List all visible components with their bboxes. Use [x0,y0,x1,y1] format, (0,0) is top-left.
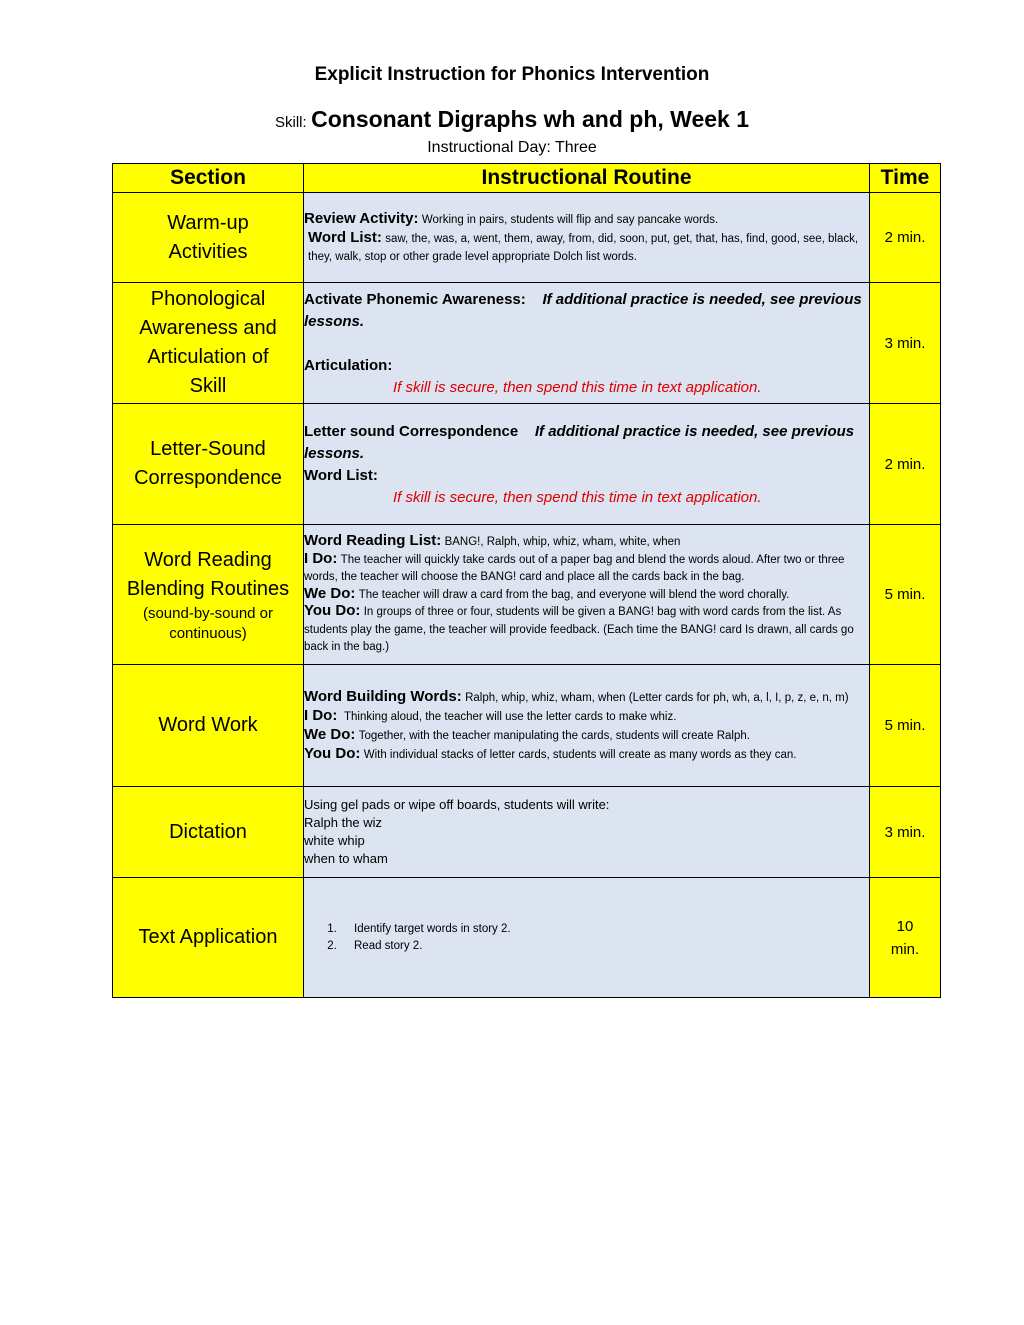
word-building-label: Word Building Words: [304,687,462,705]
list-item: 2. Read story 2. [340,938,869,955]
skill-line [0,106,1024,133]
word-reading-list-text: BANG!, Ralph, whip, whiz, wham, white, when [444,536,681,549]
word-list-note: If skill is secure, then spend this time in text application. [393,488,762,506]
section-subline: continuous) [169,624,247,642]
section-line: Word Work [158,714,258,736]
routine-cell-word-work [304,665,870,787]
section-subline: (sound-by-sound or [142,604,274,622]
i-do-label: I Do: [304,549,338,567]
i-do-label: I Do: [304,706,338,724]
you-do-label: You Do: [304,744,361,762]
activate-note: If additional practice is needed, see previous lessons. [304,290,862,330]
section-cell-warmup [113,193,304,283]
section-line: Warm-up [167,211,249,234]
section-cell-dictation [113,787,304,878]
time-unit: min. [890,940,920,958]
section-line: Text Application [138,926,278,948]
we-do-text: Together, with the teacher manipulating the cards, students will create Ralph. [358,729,750,742]
table-header-row [113,164,941,193]
word-list-label: Word List: [304,466,378,484]
table-row-word-work [113,665,941,787]
review-activity-label: Review Activity: [304,209,419,227]
time-cell-word-work: 5 min. [870,665,941,787]
word-building-text: Ralph, whip, whiz, wham, when (Letter cards for ph, wh, a, l, I, p, z, e, n, m) [465,691,849,704]
word-list-label: Word List: [308,228,382,246]
section-line: Awareness and [139,317,277,339]
section-line: Phonological [150,288,266,310]
i-do-text: The teacher will quickly take cards out of a paper bag and blend the words aloud. After two or three words, the teacher will choose the BANG! card and place all the cards back in the bag. [304,553,845,584]
table-row-dictation [113,787,941,878]
header-section: Section [113,164,304,193]
section-cell-phonological [113,283,304,404]
time-cell-warmup: 2 min. [870,193,941,283]
review-activity-text: Working in pairs, students will flip and say pancake words. [421,213,719,226]
we-do-label: We Do: [304,725,356,743]
skill-prefix: Skill: [274,114,307,131]
dictation-line: white whip [304,833,365,848]
i-do-text: Thinking aloud, the teacher will use the letter cards to make whiz. [344,710,677,723]
routine-cell-warmup [304,193,870,283]
section-cell-word-reading [113,525,304,665]
header-time: Time [870,164,941,193]
dictation-line: Using gel pads or wipe off boards, students will write: [304,797,610,812]
table-row-warmup [113,193,941,283]
section-line: Correspondence [134,467,282,489]
routine-cell-text-application [304,878,870,998]
section-line: Word Reading [144,548,272,571]
dictation-line: when to wham [304,851,388,866]
section-line: Activities [168,240,248,263]
routine-cell-letter-sound [304,404,870,525]
correspondence-label: Letter sound Correspondence [304,422,519,440]
section-line: Articulation of [147,346,269,368]
routine-cell-word-reading [304,525,870,665]
you-do-text: With individual stacks of letter cards, students will create as many words as they can. [363,748,797,761]
lesson-table [112,163,941,998]
section-line: Letter-Sound [150,438,266,460]
time-cell-text-application [870,878,941,998]
you-do-text: In groups of three or four, students will be given a BANG! bag with word cards from the list. As students play the game, the teacher will provide feedback. (Each time the BANG! card Is drawn, all cards go back in the bag.) [304,606,854,654]
time-cell-word-reading: 5 min. [870,525,941,665]
section-line: Skill [189,375,227,397]
time-cell-dictation: 3 min. [870,787,941,878]
instructional-day: Instructional Day: Three [427,139,597,156]
time-cell-phonological: 3 min. [870,283,941,404]
table-row-word-reading [113,525,941,665]
table-row-phonological [113,283,941,404]
you-do-label: You Do: [304,602,361,620]
section-line: Dictation [169,820,247,843]
header-routine: Instructional Routine [304,164,870,193]
list-item: 1. Identify target words in story 2. [340,921,869,938]
page-title: Explicit Instruction for Phonics Intervention [314,64,710,85]
routine-cell-phonological [304,283,870,404]
routine-cell-dictation [304,787,870,878]
articulation-label: Articulation: [304,356,393,374]
section-cell-text-application [113,878,304,998]
time-value: 10 [896,917,914,935]
section-cell-letter-sound [113,404,304,525]
activate-label: Activate Phonemic Awareness: [304,290,526,308]
section-line: Blending Routines [126,577,290,600]
articulation-note: If skill is secure, then spend this time in text application. [393,378,762,396]
we-do-label: We Do: [304,584,356,602]
skill-name: Consonant Digraphs wh and ph, Week 1 [311,106,750,132]
we-do-text: The teacher will draw a card from the bag, and everyone will blend the word chorally. [358,588,790,601]
word-list-text: saw, the, was, a, went, them, away, from, did, soon, put, get, that, has, find, good, see, black, they, walk, stop or other grade level appropriate Dolch list words. [308,232,859,263]
section-cell-word-work [113,665,304,787]
dictation-line: Ralph the wiz [304,815,383,830]
word-reading-list-label: Word Reading List: [304,532,442,550]
table-row-letter-sound [113,404,941,525]
correspondence-note: If additional practice is needed, see previous lessons. [304,422,855,462]
table-row-text-application [113,878,941,998]
time-cell-letter-sound: 2 min. [870,404,941,525]
text-application-steps [304,921,869,955]
